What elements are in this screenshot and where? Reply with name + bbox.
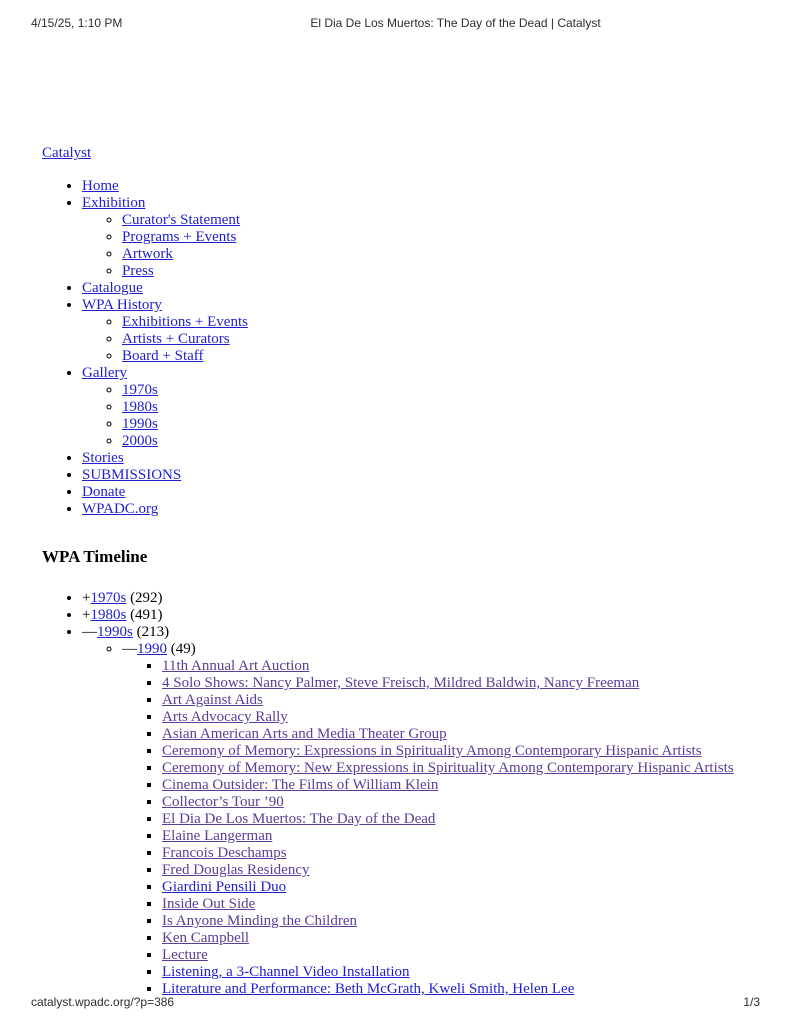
nav-item-donate (82, 484, 761, 501)
nav-item-wpadc-org (82, 501, 761, 518)
timeline-event-link-art-against-aids[interactable]: Art Against Aids (162, 692, 263, 708)
timeline-event-item (162, 709, 761, 726)
timeline-event-item (162, 760, 761, 777)
timeline-event-item (162, 896, 761, 913)
nav-item-1980s (122, 399, 761, 416)
nav-link-catalogue[interactable]: Catalogue (82, 280, 143, 296)
nav-link-exhibitions-events[interactable]: Exhibitions + Events (122, 314, 248, 330)
site-nav (42, 178, 761, 518)
timeline-event-item (162, 675, 761, 692)
timeline-event-link-listening-a-3-channel-video-installation[interactable]: Listening, a 3-Channel Video Installation (162, 964, 410, 980)
timeline-event-link-elaine-langerman[interactable]: Elaine Langerman (162, 828, 273, 844)
timeline-event-link-4-solo-shows-nancy-palmer-steve-freisch-mildred-baldwin-nancy-freeman[interactable]: 4 Solo Shows: Nancy Palmer, Steve Freisch, Mildred Baldwin, Nancy Freeman (162, 675, 640, 691)
nav-link-gallery[interactable]: Gallery (82, 365, 127, 381)
timeline-event-item (162, 794, 761, 811)
nav-item-board-staff (122, 348, 761, 365)
timeline-event-link-ceremony-of-memory-new-expressions-in-spirituality-among-contemporary-hispanic-artists[interactable]: Ceremony of Memory: New Expressions in Spirituality Among Contemporary Hispanic Artists (162, 760, 734, 776)
timeline-event-item (162, 743, 761, 760)
nav-link-artists-curators[interactable]: Artists + Curators (122, 331, 230, 347)
timeline-event-item (162, 964, 761, 981)
timeline-event-link-ceremony-of-memory-expressions-in-spirituality-among-contemporary-hispanic-artists[interactable]: Ceremony of Memory: Expressions in Spirituality Among Contemporary Hispanic Artists (162, 743, 702, 759)
nav-link-board-staff[interactable]: Board + Staff (122, 348, 204, 364)
page-content (42, 145, 761, 998)
timeline-event-link-giardini-pensili-duo[interactable]: Giardini Pensili Duo (162, 879, 287, 895)
timeline-event-item (162, 879, 761, 896)
nav-link-curator-s-statement[interactable]: Curator's Statement (122, 212, 241, 228)
nav-item-artwork (122, 246, 761, 263)
timeline-sublist (122, 658, 761, 998)
nav-link-artwork[interactable]: Artwork (122, 246, 173, 262)
nav-item-artists-curators (122, 331, 761, 348)
timeline-event-link-cinema-outsider-the-films-of-william-klein[interactable]: Cinema Outsider: The Films of William Klein (162, 777, 439, 793)
timeline-event-item (162, 862, 761, 879)
nav-item-gallery (82, 365, 761, 450)
wpa-timeline-list (42, 590, 761, 998)
timeline-event-link-arts-advocacy-rally[interactable]: Arts Advocacy Rally (162, 709, 288, 725)
timeline-item: • +1970s (292) (82, 590, 761, 607)
collapse-indicator: — (82, 624, 97, 640)
timeline-event-item (162, 828, 761, 845)
timeline-item: ◦ —1990 (49) ▪ 11th Annual Art Auction ▪ 4 Solo Shows: Nancy Palmer, Steve Freisch, Mildred Baldwin, Nancy Freeman ▪ Art Against Aids ▪ Arts Advocacy Rally ▪ Asian American Arts and Media Theater Group ▪ Ceremony of Memory: Expressions in Spirituality Among Contemporary Hispanic Artists ▪ Ceremony of Memory: New Expressions in Spirituality Among Contemporary Hispanic Artists ▪ Cinema Outsider: The Films of William Klein ▪ Collector’s Tour ’90 ▪ El Dia De Los Muertos: The Day of the Dead ▪ Elaine Langerman ▪ Francois Deschamps ▪ Fred Douglas Residency ▪ Giardini Pensili Duo ▪ Inside Out Side ▪ Is Anyone Minding the Children ▪ Ken Campbell ▪ Lecture ▪ Listening, a 3-Channel Video Installation ▪ Literature and Performance: Beth McGrath, Kweli Smith, Helen Lee (122, 641, 761, 998)
timeline-event-item (162, 658, 761, 675)
nav-item-stories (82, 450, 761, 467)
nav-sublist (82, 212, 761, 280)
collapse-indicator: — (122, 641, 137, 657)
nav-link-1980s[interactable]: 1980s (122, 399, 158, 415)
nav-sublist (82, 314, 761, 365)
nav-item-2000s (122, 433, 761, 450)
brand-link[interactable]: Catalyst (42, 145, 92, 161)
timeline-link-1990[interactable]: 1990 (137, 641, 167, 657)
nav-link-2000s[interactable]: 2000s (122, 433, 158, 449)
nav-link-wpa-history[interactable]: WPA History (82, 297, 162, 313)
timeline-event-link-asian-american-arts-and-media-theater-group[interactable]: Asian American Arts and Media Theater Group (162, 726, 447, 742)
timeline-link-1980s[interactable]: 1980s (90, 607, 127, 623)
nav-link-press[interactable]: Press (122, 263, 154, 279)
nav-link-stories[interactable]: Stories (82, 450, 124, 466)
timeline-link-1990s[interactable]: 1990s (97, 624, 133, 640)
print-header (31, 16, 760, 32)
nav-item-home (82, 178, 761, 195)
print-document-title: El Dia De Los Muertos: The Day of the Dead | Catalyst (310, 16, 601, 30)
timeline-event-link-literature-and-performance-beth-mcgrath-kweli-smith-helen-lee[interactable]: Literature and Performance: Beth McGrath, Kweli Smith, Helen Lee (162, 981, 575, 997)
nav-sublist (82, 382, 761, 450)
nav-link-submissions[interactable]: SUBMISSIONS (82, 467, 182, 483)
nav-item-exhibition (82, 195, 761, 280)
nav-link-donate[interactable]: Donate (82, 484, 126, 500)
nav-item-exhibitions-events (122, 314, 761, 331)
timeline-event-link-is-anyone-minding-the-children[interactable]: Is Anyone Minding the Children (162, 913, 357, 929)
print-page-number: 1/3 (743, 995, 760, 1009)
print-url: catalyst.wpadc.org/?p=386 (31, 995, 175, 1009)
print-datetime: 4/15/25, 1:10 PM (31, 16, 123, 30)
timeline-link-1970s[interactable]: 1970s (90, 590, 127, 606)
timeline-event-item (162, 845, 761, 862)
timeline-item: • —1990s (213) ◦ —1990 (49) ▪ 11th Annual Art Auction ▪ 4 Solo Shows: Nancy Palmer, Steve Freisch, Mildred Baldwin, Nancy Freeman ▪ Art Against Aids ▪ Arts Advocacy Rally ▪ Asian American Arts and Media Theater Group ▪ Ceremony of Memory: Expressions in Spirituality Among Contemporary Hispanic Artists ▪ Ceremony of Memory: New Expressions in Spirituality Among Contemporary Hispanic Artists ▪ Cinema Outsider: The Films of William Klein ▪ Collector’s Tour ’90 ▪ El Dia De Los Muertos: The Day of the Dead ▪ Elaine Langerman ▪ Francois Deschamps ▪ Fred Douglas Residency ▪ Giardini Pensili Duo ▪ Inside Out Side ▪ Is Anyone Minding the Children ▪ Ken Campbell ▪ Lecture ▪ Listening, a 3-Channel Video Installation ▪ Literature and Performance: Beth McGrath, Kweli Smith, Helen Lee (82, 624, 761, 998)
nav-item-press (122, 263, 761, 280)
nav-item-submissions (82, 467, 761, 484)
nav-item-1970s (122, 382, 761, 399)
timeline-event-link-lecture[interactable]: Lecture (162, 947, 208, 963)
nav-item-catalogue (82, 280, 761, 297)
nav-link-exhibition[interactable]: Exhibition (82, 195, 146, 211)
nav-item-programs-events (122, 229, 761, 246)
nav-link-1970s[interactable]: 1970s (122, 382, 158, 398)
nav-link-home[interactable]: Home (82, 178, 119, 194)
timeline-event-link-collector-s-tour-90[interactable]: Collector’s Tour ’90 (162, 794, 284, 810)
timeline-item: • +1980s (491) (82, 607, 761, 624)
print-footer (31, 995, 760, 1009)
timeline-sublist (82, 641, 761, 998)
timeline-event-link-el-dia-de-los-muertos-the-day-of-the-dead[interactable]: El Dia De Los Muertos: The Day of the Dead (162, 811, 436, 827)
timeline-event-link-francois-deschamps[interactable]: Francois Deschamps (162, 845, 287, 861)
nav-link-programs-events[interactable]: Programs + Events (122, 229, 237, 245)
timeline-event-item (162, 930, 761, 947)
timeline-event-item (162, 692, 761, 709)
timeline-event-item (162, 811, 761, 828)
timeline-heading: WPA Timeline (42, 547, 148, 566)
nav-item-1990s (122, 416, 761, 433)
timeline-event-link-ken-campbell[interactable]: Ken Campbell (162, 930, 250, 946)
timeline-event-link-inside-out-side[interactable]: Inside Out Side (162, 896, 256, 912)
nav-link-1990s[interactable]: 1990s (122, 416, 158, 432)
timeline-event-item (162, 913, 761, 930)
nav-link-wpadc-org[interactable]: WPADC.org (82, 501, 159, 517)
timeline-event-link-11th-annual-art-auction[interactable]: 11th Annual Art Auction (162, 658, 310, 674)
timeline-event-item (162, 947, 761, 964)
timeline-event-item (162, 726, 761, 743)
nav-item-wpa-history (82, 297, 761, 365)
timeline-event-link-fred-douglas-residency[interactable]: Fred Douglas Residency (162, 862, 310, 878)
timeline-event-item (162, 777, 761, 794)
nav-item-curator-s-statement (122, 212, 761, 229)
expand-indicator: + (82, 607, 91, 623)
expand-indicator: + (82, 590, 91, 606)
